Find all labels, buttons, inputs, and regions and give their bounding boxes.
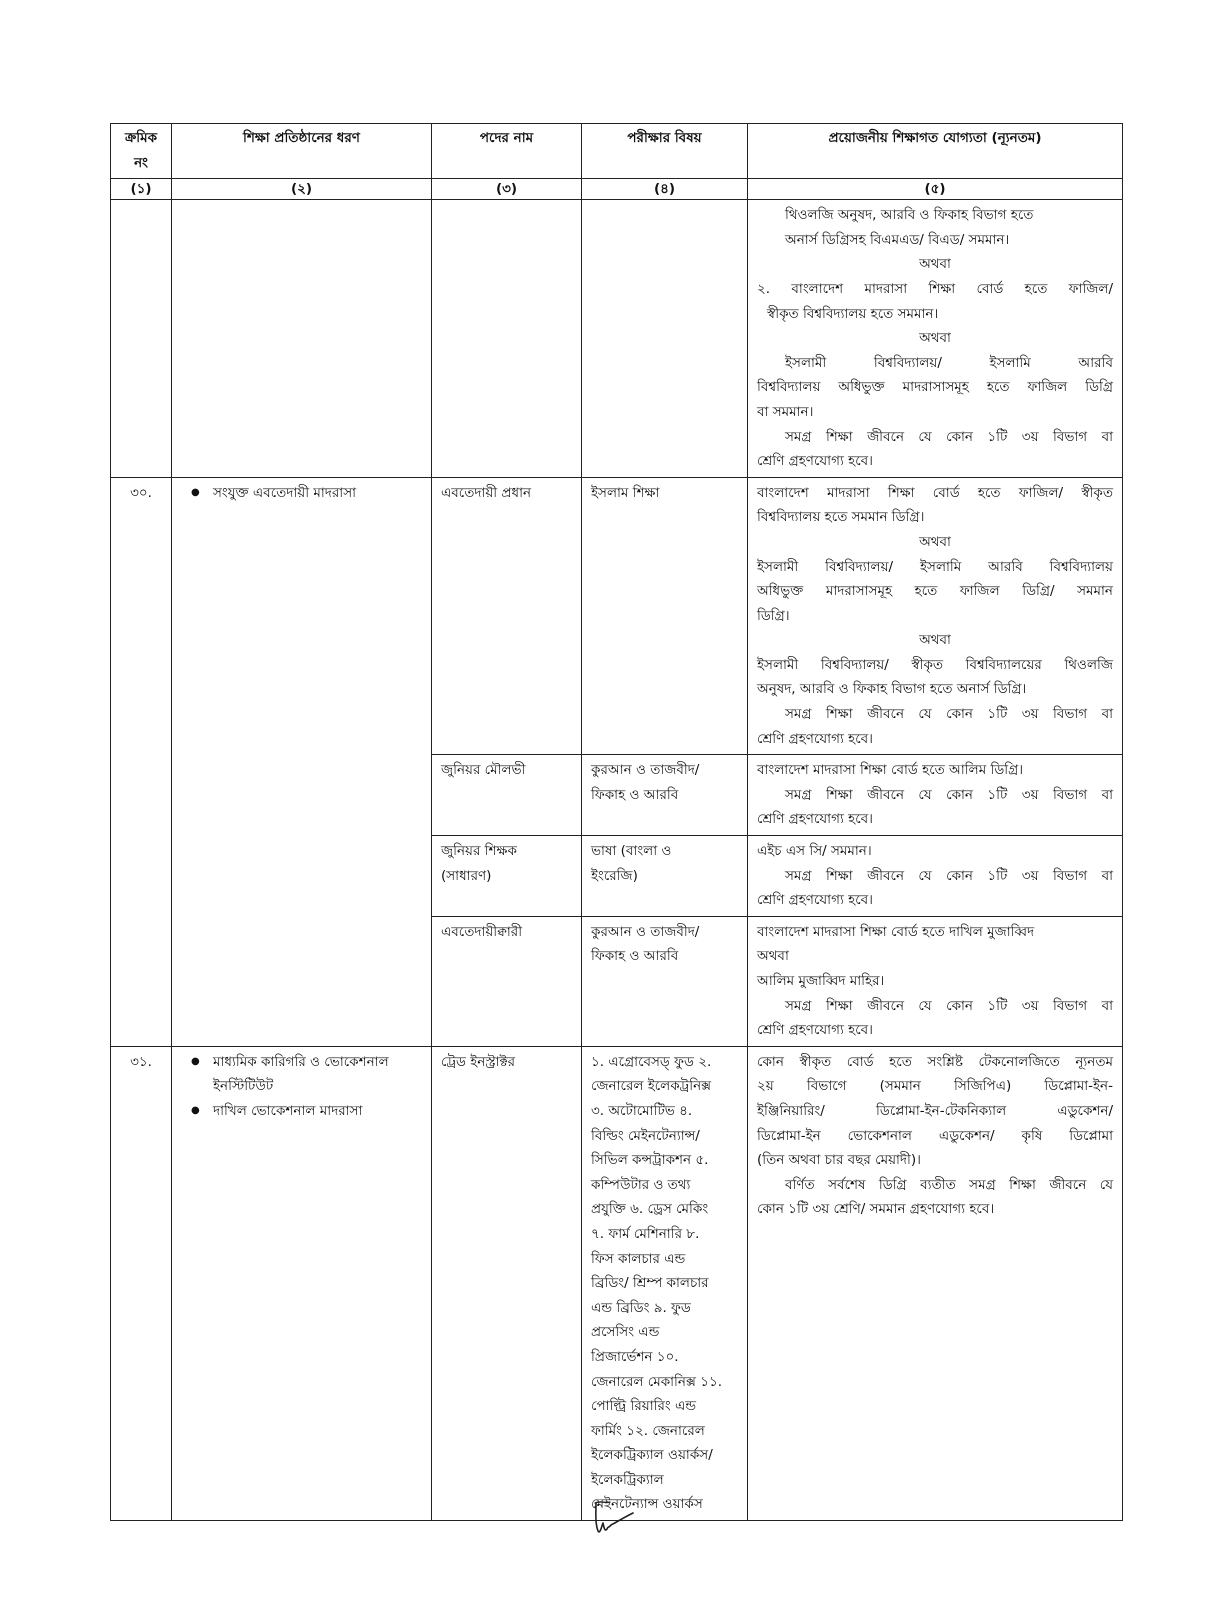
subject-line: ১. এগ্রোবেসড্ ফুড ২. bbox=[591, 1053, 712, 1070]
colnum-2: (২) bbox=[172, 179, 432, 200]
institution-cell bbox=[172, 200, 432, 478]
institution-cell bbox=[172, 477, 432, 1046]
post-cell bbox=[432, 755, 582, 836]
qual-line: বিশ্ববিদ্যালয় হতে সমমান ডিগ্রি। bbox=[757, 509, 925, 526]
post-cell bbox=[432, 1046, 582, 1520]
serial-cell bbox=[111, 200, 172, 478]
header-serial: ক্রমিক নং bbox=[111, 124, 172, 179]
qual-line: বা সমমান। bbox=[757, 403, 814, 420]
qual-line: শ্রেণি গ্রহণযোগ্য হবে। bbox=[757, 811, 874, 828]
header-exam-subject: পরীক্ষার বিষয় bbox=[582, 124, 748, 179]
subject-line: ভাষা (বাংলা ও bbox=[591, 843, 672, 860]
subject-line: ৭. ফার্ম মেশিনারি ৮. bbox=[591, 1225, 700, 1242]
institution-item: ● সংযুক্ত এবতেদায়ী মাদরাসা bbox=[197, 481, 422, 506]
qual-line-or: অথবা bbox=[919, 632, 951, 649]
post-name: জুনিয়র শিক্ষক bbox=[441, 843, 517, 860]
qual-line: অনার্স ডিগ্রিসহ বিএমএড/ বিএড/ সমমান। bbox=[785, 231, 1010, 248]
subject-line: কম্পিউটার ও তথ্য bbox=[591, 1176, 691, 1193]
header-institution-type: শিক্ষা প্রতিষ্ঠানের ধরণ bbox=[172, 124, 432, 179]
institution-list bbox=[181, 1050, 422, 1124]
qual-line: সমগ্র শিক্ষা জীবনে যে কোন ১টি ৩য় বিভাগ বা bbox=[785, 786, 1113, 803]
qual-line: ২য় বিভাগে (সমমান সিজিপিএ) ডিপ্লোমা-ইন- bbox=[757, 1078, 1113, 1095]
post-name: ট্রেড ইনস্ট্রাক্টর bbox=[441, 1053, 516, 1070]
qual-line: ইঞ্জিনিয়ারিং/ ডিপ্লোমা-ইন-টেকনিক্যাল এডুকেশন/ bbox=[757, 1102, 1113, 1119]
column-number-row bbox=[111, 179, 1123, 200]
qualification-cell bbox=[748, 1046, 1123, 1520]
qual-line: শ্রেণি গ্রহণযোগ্য হবে। bbox=[757, 892, 874, 909]
colnum-5: (৫) bbox=[748, 179, 1123, 200]
subject-line: বিল্ডিং মেইনটেন্যান্স/ bbox=[591, 1127, 700, 1144]
institution-item bbox=[197, 1099, 422, 1124]
qual-line: বাংলাদেশ মাদরাসা শিক্ষা বোর্ড হতে আলিম ডিগ্রি। bbox=[757, 762, 1024, 779]
qualification-cell bbox=[748, 916, 1123, 1046]
post-cell bbox=[432, 836, 582, 917]
subject-line: সিভিল কন্সট্রাকশন ৫. bbox=[591, 1152, 709, 1169]
table-row-31 bbox=[111, 1046, 1123, 1520]
institution-item bbox=[197, 1050, 422, 1099]
post-cell bbox=[432, 200, 582, 478]
subject-line: এন্ড ব্রিডিং ৯. ফুড bbox=[591, 1299, 691, 1316]
qual-line: ইসলামী বিশ্ববিদ্যালয়/ ইসলামি আরবি bbox=[785, 354, 1113, 371]
qual-line-or: অথবা bbox=[919, 533, 951, 550]
qual-line-or: অথবা bbox=[919, 256, 951, 273]
subject-cell bbox=[582, 755, 748, 836]
qual-line: ডিপ্লোমা-ইন ভোকেশনাল এডুকেশন/ কৃষি ডিপ্লোমা bbox=[757, 1127, 1113, 1144]
qual-line: কোন ১টি ৩য় শ্রেণি/ সমমান গ্রহণযোগ্য হবে। bbox=[757, 1201, 995, 1218]
subject-line: মেইনটেন্যান্স ওয়ার্কস bbox=[591, 1496, 703, 1513]
institution-line: ইনস্টিটিউট bbox=[213, 1078, 274, 1095]
qual-line: শ্রেণি গ্রহণযোগ্য হবে। bbox=[757, 453, 874, 470]
qual-line: ডিগ্রি। bbox=[757, 607, 790, 624]
header-post-name: পদের নাম bbox=[432, 124, 582, 179]
qual-line-or: অথবা bbox=[919, 330, 951, 347]
post-name: জুনিয়র মৌলভী bbox=[441, 762, 526, 779]
table-row-continued bbox=[111, 200, 1123, 478]
institution-cell bbox=[172, 1046, 432, 1520]
post-cell bbox=[432, 477, 582, 755]
subject-cell bbox=[582, 916, 748, 1046]
qual-line: ২. বাংলাদেশ মাদরাসা শিক্ষা বোর্ড হতে ফাজিল/ bbox=[757, 280, 1113, 297]
subject-line: ইংরেজি) bbox=[591, 867, 638, 884]
serial-cell: ৩০. bbox=[111, 477, 172, 1046]
subject-line: ফিকাহ ও আরবি bbox=[591, 786, 679, 803]
post-name: (সাধারণ) bbox=[441, 867, 492, 884]
qual-line: বিশ্ববিদ্যালয় অধিভুক্ত মাদরাসাসমূহ হতে ফাজিল ডিগ্রি bbox=[757, 379, 1113, 396]
qual-line: সমগ্র শিক্ষা জীবনে যে কোন ১টি ৩য় বিভাগ বা bbox=[785, 997, 1113, 1014]
subject-line: জেনারেল মেকানিক্স ১১. bbox=[591, 1373, 723, 1390]
subject-line: প্রসেসিং এন্ড bbox=[591, 1324, 660, 1341]
qualification-cell bbox=[748, 477, 1123, 755]
subject-line: ব্রিডিং/ শ্রিম্প কালচার bbox=[591, 1275, 709, 1292]
qual-line: থিওলজি অনুষদ, আরবি ও ফিকাহ বিভাগ হতে bbox=[785, 207, 1034, 224]
signature-mark bbox=[590, 1495, 640, 1539]
qual-line: এইচ এস সি/ সমমান। bbox=[757, 843, 872, 860]
subject-line: প্রিজার্ভেশন ১০. bbox=[591, 1348, 679, 1365]
subject-line: ফিস কালচার এন্ড bbox=[591, 1250, 686, 1267]
post-cell bbox=[432, 916, 582, 1046]
qual-line: ইসলামী বিশ্ববিদ্যালয়/ স্বীকৃত বিশ্ববিদ্যালয়ের থিওলজি bbox=[757, 656, 1113, 673]
post-name: এবতেদায়ীক্বারী bbox=[441, 923, 523, 940]
colnum-3: (৩) bbox=[432, 179, 582, 200]
qual-line: সমগ্র শিক্ষা জীবনে যে কোন ১টি ৩য় বিভাগ বা bbox=[785, 867, 1113, 884]
subject-line: ৩. অটোমোটিভ ৪. bbox=[591, 1102, 693, 1119]
qual-line: অধিভুক্ত মাদরাসাসমূহ হতে ফাজিল ডিগ্রি/ সমমান bbox=[757, 583, 1113, 600]
serial-cell: ৩১. bbox=[111, 1046, 172, 1520]
qual-line: সমগ্র শিক্ষা জীবনে যে কোন ১টি ৩য় বিভাগ বা bbox=[785, 706, 1113, 723]
institution-line: ● মাধ্যমিক কারিগরি ও ভোকেশনাল bbox=[213, 1053, 389, 1070]
qual-line: ইসলামী বিশ্ববিদ্যালয়/ ইসলামি আরবি বিশ্ববিদ্যালয় bbox=[757, 558, 1113, 575]
qual-line: (তিন অথবা চার বছর মেয়াদী)। bbox=[757, 1152, 921, 1169]
subject-line: কুরআন ও তাজবীদ/ bbox=[591, 762, 700, 779]
qualification-cell bbox=[748, 200, 1123, 478]
qualification-cell bbox=[748, 755, 1123, 836]
qualification-cell bbox=[748, 836, 1123, 917]
qual-line: সমগ্র শিক্ষা জীবনে যে কোন ১টি ৩য় বিভাগ বা bbox=[785, 428, 1113, 445]
header-qualification: প্রয়োজনীয় শিক্ষাগত যোগ্যতা (ন্যূনতম) bbox=[748, 124, 1123, 179]
qual-line-or: অথবা bbox=[757, 948, 789, 965]
subject-line: জেনারেল ইলেকট্রনিক্স bbox=[591, 1078, 712, 1095]
subject-line: ফার্মিং ১২. জেনারেল bbox=[591, 1422, 705, 1439]
subject-line: ইলেকট্রিক্যাল ওয়ার্কস/ bbox=[591, 1447, 713, 1464]
subject-cell bbox=[582, 200, 748, 478]
subject-line: প্রযুক্তি ৬. ড্রেস মেকিং bbox=[591, 1201, 709, 1218]
qual-line: আলিম মুজাব্বিদ মাহির। bbox=[757, 973, 885, 989]
table-header-row bbox=[111, 124, 1123, 179]
post-name: এবতেদায়ী প্রধান bbox=[441, 484, 532, 501]
qual-line: অনুষদ, আরবি ও ফিকাহ বিভাগ হতে অনার্স ডিগ্রি। bbox=[757, 681, 1027, 698]
qual-line: শ্রেণি গ্রহণযোগ্য হবে। bbox=[757, 1022, 874, 1039]
qual-line: বাংলাদেশ মাদরাসা শিক্ষা বোর্ড হতে ফাজিল/ স্বীকৃত bbox=[757, 484, 1113, 501]
subject-line: ফিকাহ ও আরবি bbox=[591, 948, 679, 965]
subject-cell bbox=[582, 836, 748, 917]
colnum-4: (৪) bbox=[582, 179, 748, 200]
table-row-30 bbox=[111, 477, 1123, 755]
subject-line: ইলেকট্রিক্যাল bbox=[591, 1471, 664, 1488]
qual-line: স্বীকৃত বিশ্ববিদ্যালয় হতে সমমান। bbox=[767, 305, 939, 322]
qualification-table bbox=[110, 123, 1123, 1521]
subject-line: ইসলাম শিক্ষা bbox=[591, 484, 660, 501]
qual-line: শ্রেণি গ্রহণযোগ্য হবে। bbox=[757, 730, 874, 747]
subject-line: পোল্ট্রি রিয়ারিং এন্ড bbox=[591, 1398, 697, 1415]
institution-line: ● দাখিল ভোকেশনাল মাদরাসা bbox=[213, 1102, 363, 1119]
qual-line: বর্ণিত সর্বশেষ ডিগ্রি ব্যতীত সমগ্র শিক্ষা জীবনে যে bbox=[785, 1176, 1113, 1193]
subject-cell bbox=[582, 477, 748, 755]
qual-line: বাংলাদেশ মাদরাসা শিক্ষা বোর্ড হতে দাখিল মুজাব্বিদ bbox=[757, 923, 1035, 940]
subject-line: কুরআন ও তাজবীদ/ bbox=[591, 923, 700, 940]
colnum-1: (১) bbox=[111, 179, 172, 200]
qual-line: কোন স্বীকৃত বোর্ড হতে সংশ্লিষ্ট টেকনোলজিতে ন্যূনতম bbox=[757, 1053, 1113, 1070]
institution-list bbox=[181, 481, 422, 506]
subject-cell bbox=[582, 1046, 748, 1520]
